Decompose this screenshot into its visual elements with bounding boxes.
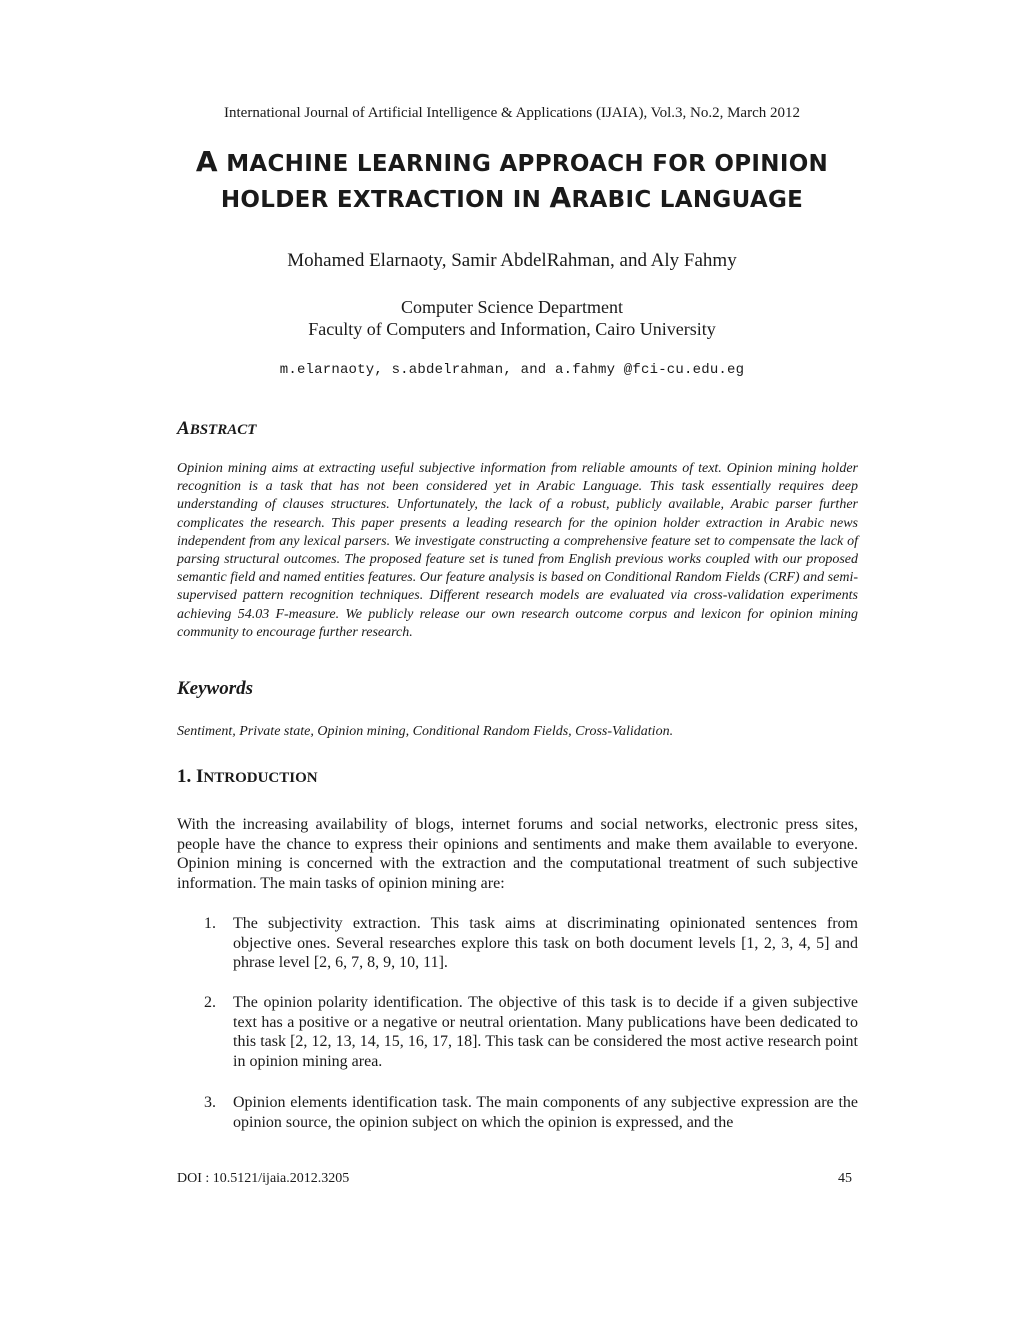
- doi: DOI : 10.5121/ijaia.2012.3205: [177, 1171, 350, 1186]
- abstract-text: Opinion mining aims at extracting useful subjective information from reliable amounts of text. Opinion mining holder recognition is a task that has not been considered yet in Arabic Language. This task essentially requires deep understanding of clauses structures. Unfortunately, the lack of a robust, publicly available, Arabic parser further complicates the research. This paper presents a leading research for the opinion holder extraction in Arabic news independent from any lexical parsers. We investigate constructing a comprehensive feature set to compensate the lack of parsing structural outcomes. The proposed feature set is tuned from English previous works coupled with our proposed semantic field and named entities features. Our feature analysis is based on Conditional Random Fields (CRF) and semi-supervised pattern recognition techniques. Different research models are evaluated via cross-validation experiments achieving 54.03 F-measure. We publicly release our own research outcome corpus and lexicon for opinion mining community to encourage further research.: [177, 461, 858, 640]
- title-line-2-before: HOLDER EXTRACTION IN: [220, 187, 542, 213]
- authors: Mohamed Elarnaoty, Samir AbdelRahman, and Aly Fahmy: [287, 250, 737, 271]
- keywords-heading: Keywords: [177, 678, 253, 699]
- introduction-heading: [177, 766, 318, 788]
- list-item-number: 1.: [204, 915, 216, 932]
- title-line-2-rest: RABIC LANGUAGE: [571, 187, 804, 213]
- paper-title: [0, 145, 1024, 217]
- page-number: 45: [838, 1171, 852, 1186]
- title-line-1-rest: MACHINE LEARNING APPROACH FOR OPINION: [226, 151, 829, 177]
- affiliation: [0, 296, 1024, 340]
- introduction-paragraph: With the increasing availability of blogs, internet forums and social networks, electronic press sites, people have the chance to express their opinions and sentiments and make them available to everyone. Opinion mining is concerned with the extraction and the computational treatment of such subjective information. The main tasks of opinion mining are:: [177, 816, 858, 892]
- abstract-heading-initial: A: [177, 418, 190, 439]
- abstract-heading-rest: BSTRACT: [189, 422, 257, 438]
- journal-header: International Journal of Artificial Intelligence & Applications (IJAIA), Vol.3, No.2, March 2012: [224, 105, 800, 121]
- title-line-1: [0, 145, 1024, 181]
- introduction-heading-initial: I: [196, 766, 204, 787]
- section-number: 1.: [177, 766, 192, 787]
- list-item-number: 2.: [204, 994, 216, 1011]
- title-initial-a: A: [195, 145, 218, 178]
- list-item-text: The subjectivity extraction. This task aims at discriminating opinionated sentences from objective ones. Several researches explore this task on both document levels [1, 2, 3, 4, 5] and phrase level [2, 6, 7, 8, 9, 10, 11].: [233, 915, 858, 972]
- title-line-2: [0, 181, 1024, 217]
- title-initial-arabic: A: [549, 181, 572, 214]
- list-item-text: The opinion polarity identification. The objective of this task is to decide if a given subjective text has a positive or a negative or neutral orientation. Many publications have been dedicated to this task [2, 12, 13, 14, 15, 16, 17, 18]. This task can be considered the most active research point in opinion mining area.: [233, 994, 858, 1070]
- introduction-heading-rest: NTRODUCTION: [203, 770, 318, 786]
- keywords-text: Sentiment, Private state, Opinion mining, Conditional Random Fields, Cross-Validation.: [177, 724, 674, 739]
- list-item-text: Opinion elements identification task. The main components of any subjective expression are the opinion source, the opinion subject on which the opinion is expressed, and the: [233, 1094, 858, 1131]
- abstract-heading: [177, 418, 256, 440]
- author-emails: m.elarnaoty, s.abdelrahman, and a.fahmy @fci-cu.edu.eg: [279, 362, 745, 378]
- list-item-number: 3.: [204, 1094, 216, 1111]
- department: Computer Science Department: [401, 297, 623, 317]
- faculty: Faculty of Computers and Information, Cairo University: [308, 319, 716, 339]
